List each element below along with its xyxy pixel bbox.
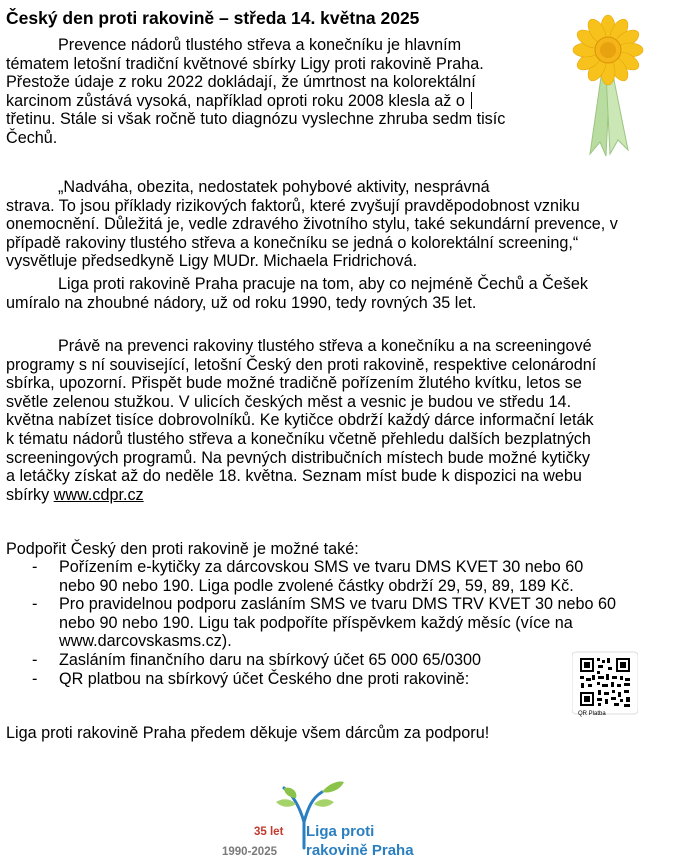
logo-years: 35 let	[254, 826, 284, 838]
document-title: Český den proti rakovině – středa 14. května 2025	[6, 8, 420, 28]
text-line: strava. To jsou příklady rizikových faktorů, které zvyšují pravděpodobnost vzniku	[6, 196, 580, 215]
list-item: - QR platbou na sbírkový účet Českého dne proti rakovině:	[32, 669, 470, 688]
text-line: karcinom zůstává vysoká, například oproti roku 2008 klesla až o	[6, 92, 505, 111]
text-line: případě rakoviny tlustého střeva a konečníku se jedná o kolorektální screening,“	[6, 233, 579, 252]
text-cursor	[471, 92, 472, 109]
paragraph-1	[6, 36, 505, 148]
text-line: světle zelenou stužkou. V ulicích českých měst a vesnic je budou ve středu 14.	[6, 392, 572, 411]
qr-label: QR Platba	[578, 711, 606, 717]
logo-name-line2: rakovině Praha	[306, 842, 414, 859]
paragraph-3	[6, 275, 588, 312]
text-line: tématem letošní tradiční květnové sbírky Ligy proti rakovině Praha.	[6, 54, 484, 73]
paragraph-4	[6, 337, 596, 504]
daffodil-flower-icon	[572, 14, 644, 164]
text-line: onemocnění. Důležitá je, vedle zdravého životního stylu, také sekundární prevence, v	[6, 215, 618, 234]
text-line: května nabízet tisíce dobrovolníků. Ke kytičce obdrží každý dárce informační leták	[6, 411, 594, 430]
thanks-line: Liga proti rakovině Praha předem děkuje všem dárcům za podporu!	[6, 724, 490, 742]
text-line: vysvětluje předsedkyně Ligy MUDr. Michaela Fridrichová.	[6, 252, 418, 271]
text-line: programy s ní související, letošní Český den proti rakovině, respektive celonárodní	[6, 355, 597, 374]
text-line: screeningových programů. Na pevných distribučních místech bude možné kytičky	[6, 448, 590, 467]
logo-range: 1990-2025	[222, 846, 277, 858]
list-item: - Zasláním finančního daru na sbírkový účet 65 000 65/0300	[32, 650, 482, 669]
text-line: sbírka, upozorní. Přispět bude možné tradičně pořízením žlutého kvítku, letos se	[6, 374, 582, 393]
text-line: Liga proti rakovině Praha pracuje na tom, aby co nejméně Čechů a Češek	[58, 275, 588, 293]
support-options-list	[6, 558, 616, 688]
list-item: - Pořízením e-kytičky za dárcovskou SMS ve tvaru DMS KVET 30 nebo 60 nebo 90 nebo 190. Liga podle zvolené částky obdrží 29, 59, 89, 189 Kč.	[32, 558, 584, 595]
text-line: sbírky www.cdpr.cz	[6, 485, 144, 504]
text-line: „Nadváha, obezita, nedostatek pohybové aktivity, nesprávná	[58, 178, 490, 196]
text-line: Čechů.	[6, 128, 58, 147]
text-line: třetinu. Stále si však ročně tuto diagnózu vyslechne zhruba sedm tisíc	[6, 110, 506, 129]
text-line: Právě na prevenci rakoviny tlustého střeva a konečníku a na screeningové	[58, 337, 592, 355]
text-line: umíralo na zhoubné nádory, už od roku 1990, tedy rovných 35 let.	[6, 293, 477, 312]
logo-name-line1: Liga proti	[306, 823, 375, 840]
text-line: Přestože údaje z roku 2022 dokládají, že úmrtnost na kolorektální	[6, 73, 476, 92]
text-line: k tématu nádorů tlustého střeva a konečníku včetně přehledu dalších bezplatných	[6, 429, 591, 448]
list-item: - Pro pravidelnou podporu zasláním SMS ve tvaru DMS TRV KVET 30 nebo 60 nebo 90 nebo 190. Ligu tak podpoříte příspěvkem každý měsíc (více na www.darcovskasms.cz).	[32, 595, 616, 651]
qr-code-icon[interactable]	[572, 648, 638, 718]
cdpr-link[interactable]: www.cdpr.cz	[53, 485, 144, 504]
text-line: Prevence nádorů tlustého střeva a konečníku je hlavním	[58, 36, 462, 54]
paragraph-2	[6, 178, 618, 271]
text-line: a letáčky získat až do neděle 18. května. Seznam míst bude k dispozici na webu	[6, 467, 582, 486]
support-intro: Podpořit Český den proti rakovině je možné také:	[6, 540, 359, 558]
